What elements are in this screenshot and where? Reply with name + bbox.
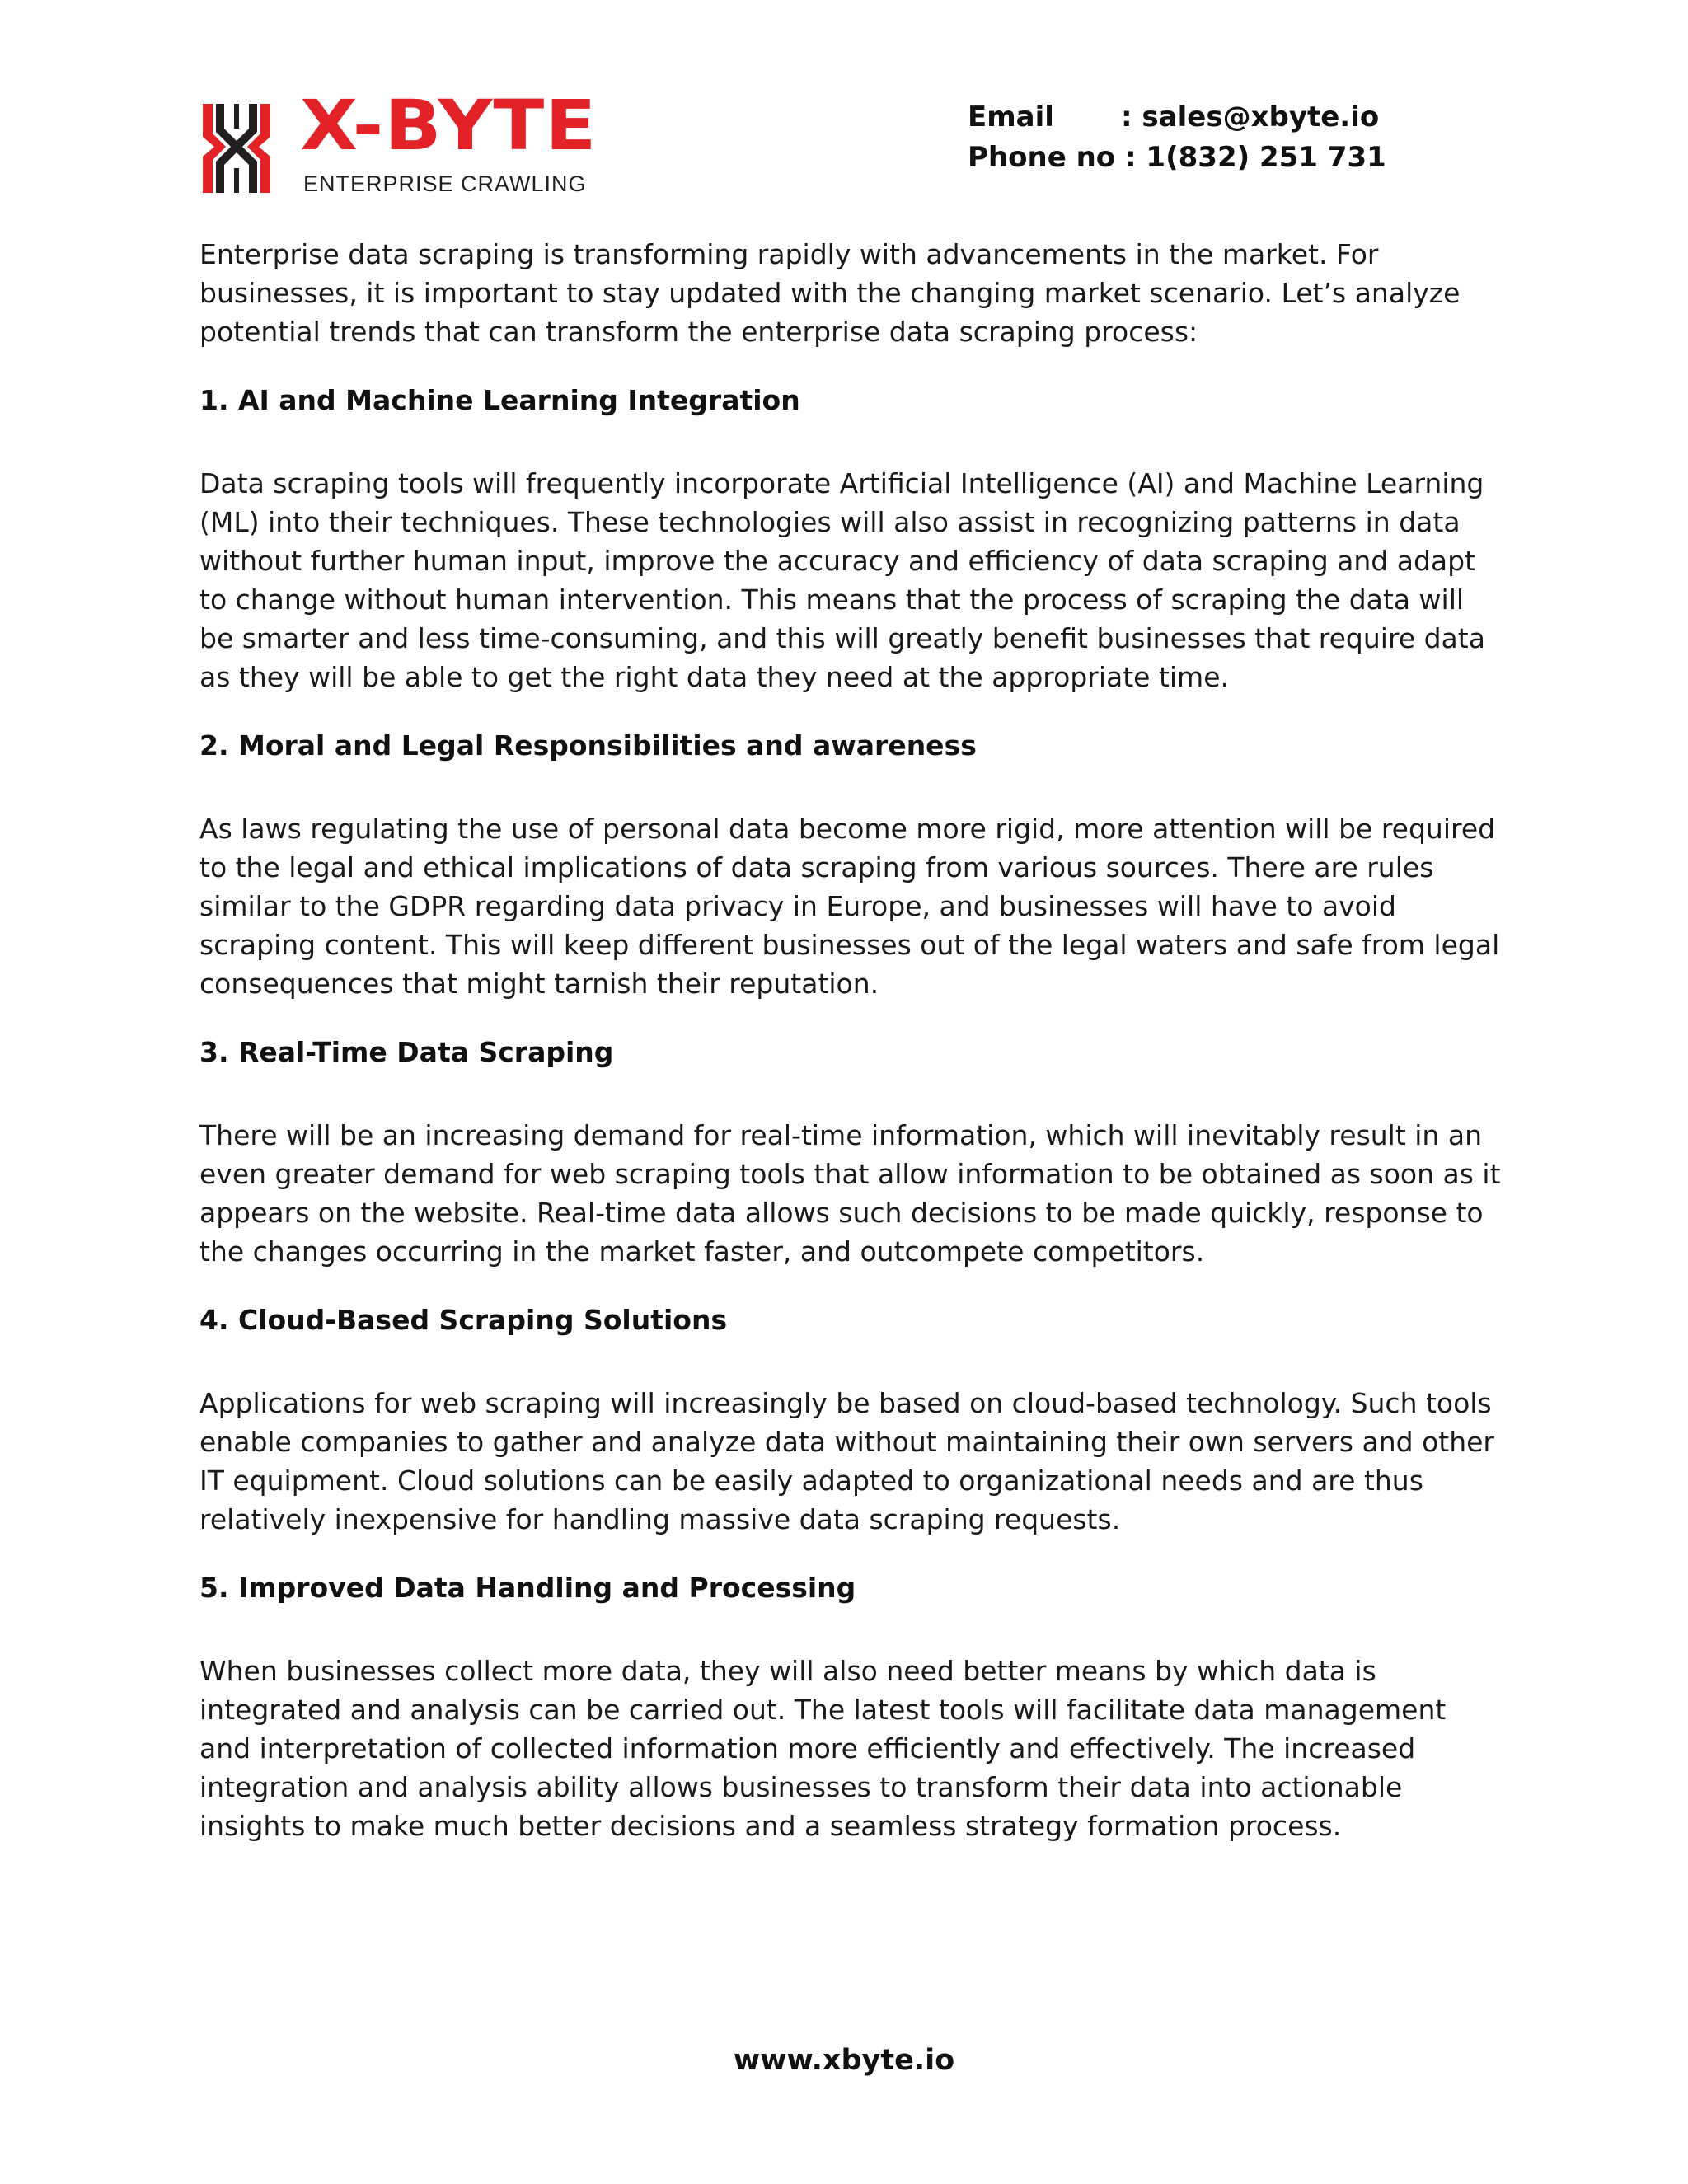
page-header bbox=[0, 0, 1688, 214]
brand-tagline: ENTERPRISE CRAWLING bbox=[303, 171, 587, 196]
brand-name: X-BYTE bbox=[300, 85, 598, 166]
phone-value[interactable]: : 1(832) 251 731 bbox=[1125, 141, 1386, 174]
section-1-body: Data scraping tools will frequently incorporate Artificial Intelligence (AI) and Machine Learning (ML) into their techniques. These technologies will also assist in recognizing patterns in data without further human input, improve the accuracy and efficiency of data scraping and adapt to change without human intervention. This means that the process of scraping the data will be smarter and less time-consuming, and this will greatly benefit businesses that require data as they will be able to get the right data they need at the appropriate time. bbox=[199, 467, 1485, 693]
section-4-title: 4. Cloud-Based Scraping Solutions bbox=[199, 1304, 728, 1336]
contact-block bbox=[968, 97, 1386, 178]
footer-website-link[interactable]: www.xbyte.io bbox=[733, 2044, 955, 2077]
section-4-body: Applications for web scraping will increasingly be based on cloud-based technology. Such tools enable companies to gather and analyze data without maintaining their own servers and other IT equipment. Cloud solutions can be easily adapted to organizational needs and are thus relatively inexpensive for handling massive data scraping requests. bbox=[199, 1387, 1494, 1535]
section-2-body: As laws regulating the use of personal data become more rigid, more attention will be required to the legal and ethical implications of data scraping from various sources. There are rules similar to the GDPR regarding data privacy in Europe, and businesses will have to avoid scraping content. This will keep different businesses out of the legal waters and safe from legal consequences that might tarnish their reputation. bbox=[199, 813, 1500, 1000]
xbyte-logo-icon bbox=[201, 101, 272, 196]
document-body bbox=[199, 235, 1502, 1875]
section-2-title: 2. Moral and Legal Responsibilities and awareness bbox=[199, 729, 977, 762]
section-3-title: 3. Real-Time Data Scraping bbox=[199, 1036, 614, 1068]
intro-paragraph: Enterprise data scraping is transforming rapidly with advancements in the market. For businesses, it is important to stay updated with the changing market scenario. Let’s analyze potential trends that can transform the enterprise data scraping process: bbox=[199, 238, 1461, 348]
xbyte-logo bbox=[201, 85, 598, 199]
section-1-title: 1. AI and Machine Learning Integration bbox=[199, 384, 800, 416]
page-footer bbox=[0, 2044, 1688, 2077]
section-5-title: 5. Improved Data Handling and Processing bbox=[199, 1572, 856, 1604]
email-value[interactable]: : sales@xbyte.io bbox=[1121, 101, 1380, 134]
phone-label: Phone no bbox=[968, 141, 1116, 174]
email-row bbox=[968, 97, 1386, 138]
phone-row bbox=[968, 138, 1386, 178]
email-label: Email bbox=[968, 101, 1054, 134]
section-3-body: There will be an increasing demand for real-time information, which will inevitably result in an even greater demand for web scraping tools that allow information to be obtained as soon as it appears on the website. Real-time data allows such decisions to be made quickly, response to the changes occurring in the market faster, and outcompete competitors. bbox=[199, 1119, 1501, 1268]
section-5-body: When businesses collect more data, they will also need better means by which data is integrated and analysis can be carried out. The latest tools will facilitate data management and interpretation of collected information more efficiently and effectively. The increased integration and analysis ability allows businesses to transform their data into actionable insights to make much better decisions and a seamless strategy formation process. bbox=[199, 1655, 1447, 1842]
